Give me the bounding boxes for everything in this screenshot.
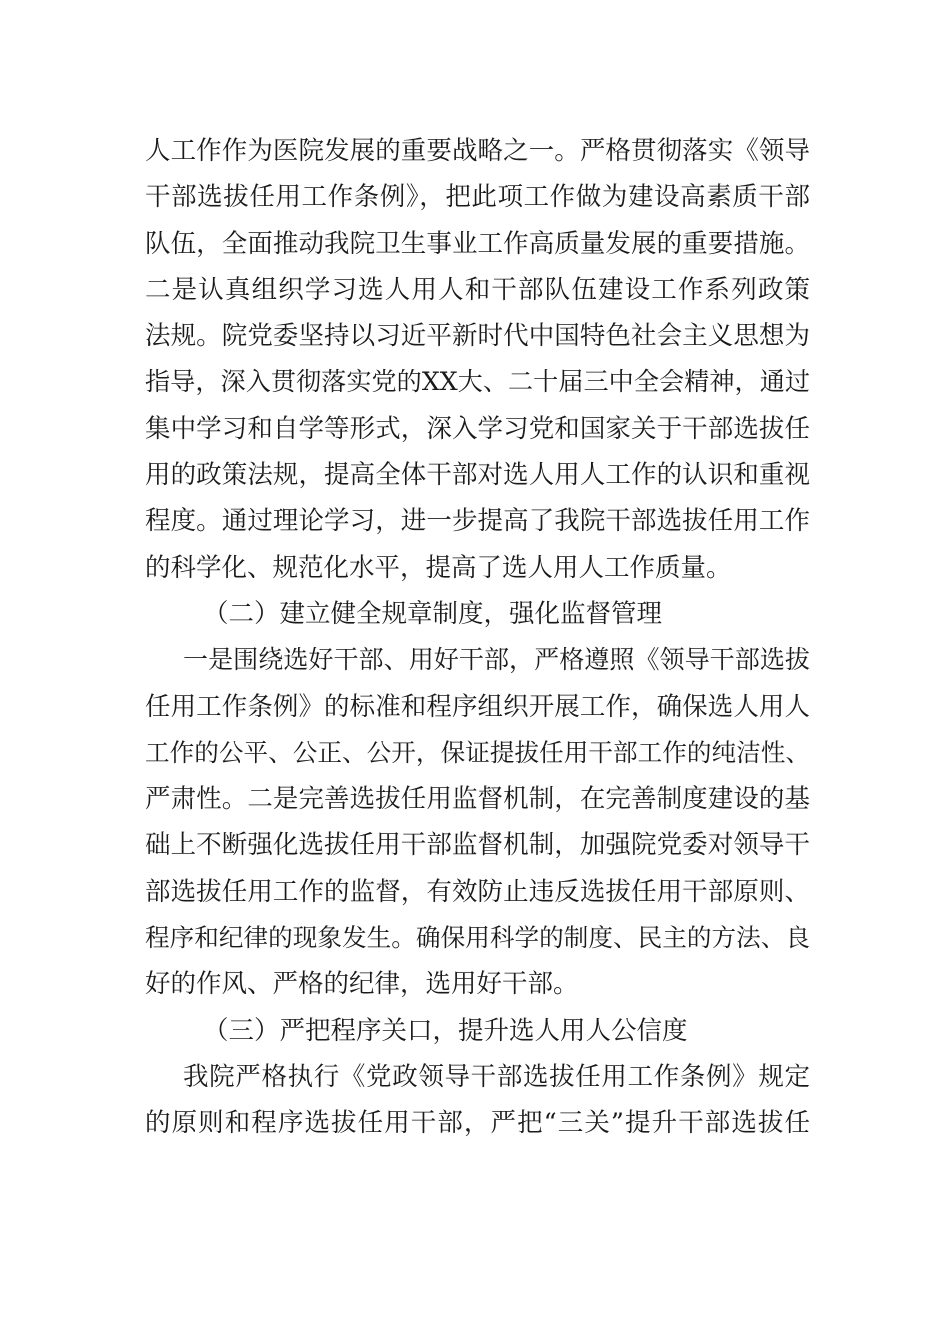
text-line: 干部选拔任用工作条例》，把此项工作做为建设高素质干部 <box>145 182 810 213</box>
text-line: 集中学习和自学等形式，深入学习党和国家关于干部选拔任 <box>145 413 810 444</box>
section-heading: （二）建立健全规章制度，强化监督管理 <box>203 598 663 629</box>
text-line: 任用工作条例》的标准和程序组织开展工作，确保选人用人 <box>145 691 810 722</box>
text-line: 严肃性。二是完善选拔任用监督机制，在完善制度建设的基 <box>145 784 810 815</box>
text-line: 指导，深入贯彻落实党的XX大、二十届三中全会精神，通过 <box>145 367 810 397</box>
text-line: 法规。院党委坚持以习近平新时代中国特色社会主义思想为 <box>145 321 810 352</box>
text-line: 部选拔任用工作的监督，有效防止违反选拔任用干部原则、 <box>145 876 810 907</box>
text-line: 二是认真组织学习选人用人和干部队伍建设工作系列政策 <box>145 274 810 305</box>
text-line: 程度。通过理论学习，进一步提高了我院干部选拔任用工作 <box>145 506 810 537</box>
text-line: 础上不断强化选拔任用干部监督机制，加强院党委对领导干 <box>145 830 810 861</box>
text-line: 好的作风、严格的纪律，选用好干部。 <box>145 969 579 1000</box>
text-line: 队伍，全面推动我院卫生事业工作高质量发展的重要措施。 <box>145 228 810 259</box>
text-line: 一是围绕选好干部、用好干部，严格遵照《领导干部选拔 <box>183 645 810 675</box>
text-line: 的原则和程序选拔任用干部，严把“三关”提升干部选拔任 <box>145 1108 810 1139</box>
text-line: 程序和纪律的现象发生。确保用科学的制度、民主的方法、良 <box>145 923 810 953</box>
text-line: 工作的公平、公正、公开，保证提拔任用干部工作的纯洁性、 <box>145 737 810 767</box>
text-line: 我院严格执行《党政领导干部选拔任用工作条例》规定 <box>183 1061 810 1092</box>
text-line: 人工作作为医院发展的重要战略之一。严格贯彻落实《领导 <box>145 136 810 166</box>
body-text <box>145 128 810 1147</box>
section-heading: （三）严把程序关口，提升选人用人公信度 <box>203 1015 688 1046</box>
text-line: 用的政策法规，提高全体干部对选人用人工作的认识和重视 <box>145 460 810 491</box>
text-line: 的科学化、规范化水平，提高了选人用人工作质量。 <box>145 552 732 583</box>
